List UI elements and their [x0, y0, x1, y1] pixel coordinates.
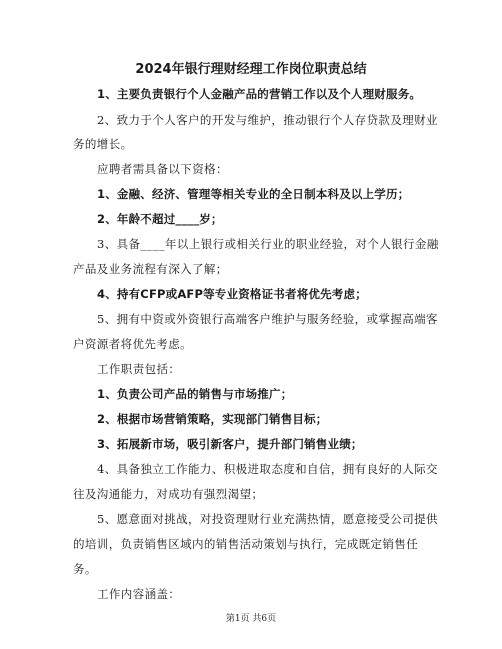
- qualification-3-line1: 3、具备____年以上银行或相关行业的职业经验，对个人银行金融: [97, 237, 439, 251]
- responsibility-5-line2: 的培训，负责销售区域内的销售活动策划与执行，完成既定销售任: [73, 537, 419, 551]
- responsibility-3: 3、拓展新市场，吸引新客户，提升部门销售业绩；: [97, 437, 363, 451]
- responsibility-5-line3: 务。: [73, 562, 97, 576]
- responsibilities-heading: 工作职责包括：: [97, 362, 181, 376]
- responsibility-4-line1: 4、具备独立工作能力、积极进取态度和自信，拥有良好的人际交: [97, 462, 438, 476]
- responsibility-2: 2、根据市场营销策略，实现部门销售目标；: [97, 412, 328, 426]
- qualification-5-line1: 5、拥有中资或外资银行高端客户维护与服务经验，或掌握高端客: [97, 312, 438, 326]
- responsibility-5-line1: 5、愿意面对挑战，对投资理财行业充满热情，愿意接受公司提供: [97, 512, 438, 526]
- qualification-1: 1、金融、经济、管理等相关专业的全日制本科及以上学历；: [97, 187, 410, 201]
- qualifications-heading: 应聘者需具备以下资格：: [97, 162, 228, 176]
- page-footer: 第1页 共6页: [225, 614, 277, 624]
- duty-2-line1: 2、致力于个人客户的开发与维护，推动银行个人存贷款及理财业: [97, 113, 438, 127]
- qualification-3-line2: 产品及业务流程有深入了解；: [73, 262, 228, 276]
- responsibility-4-line2: 往及沟通能力，对成功有强烈渴望；: [73, 487, 264, 501]
- qualification-4: 4、持有CFP或AFP等专业资格证书者将优先考虑；: [97, 287, 367, 301]
- work-content-heading: 工作内容涵盖：: [97, 587, 181, 601]
- qualification-2: 2、年龄不超过____岁；: [97, 212, 223, 226]
- duty-2-line2: 务的增长。: [73, 137, 133, 151]
- duty-1: 1、主要负责银行个人金融产品的营销工作以及个人理财服务。: [97, 87, 422, 101]
- document-title: 2024年银行理财经理工作岗位职责总结: [135, 62, 367, 77]
- responsibility-1: 1、负责公司产品的销售与市场推广；: [97, 387, 293, 401]
- qualification-5-line2: 户资源者将优先考虑。: [73, 337, 192, 351]
